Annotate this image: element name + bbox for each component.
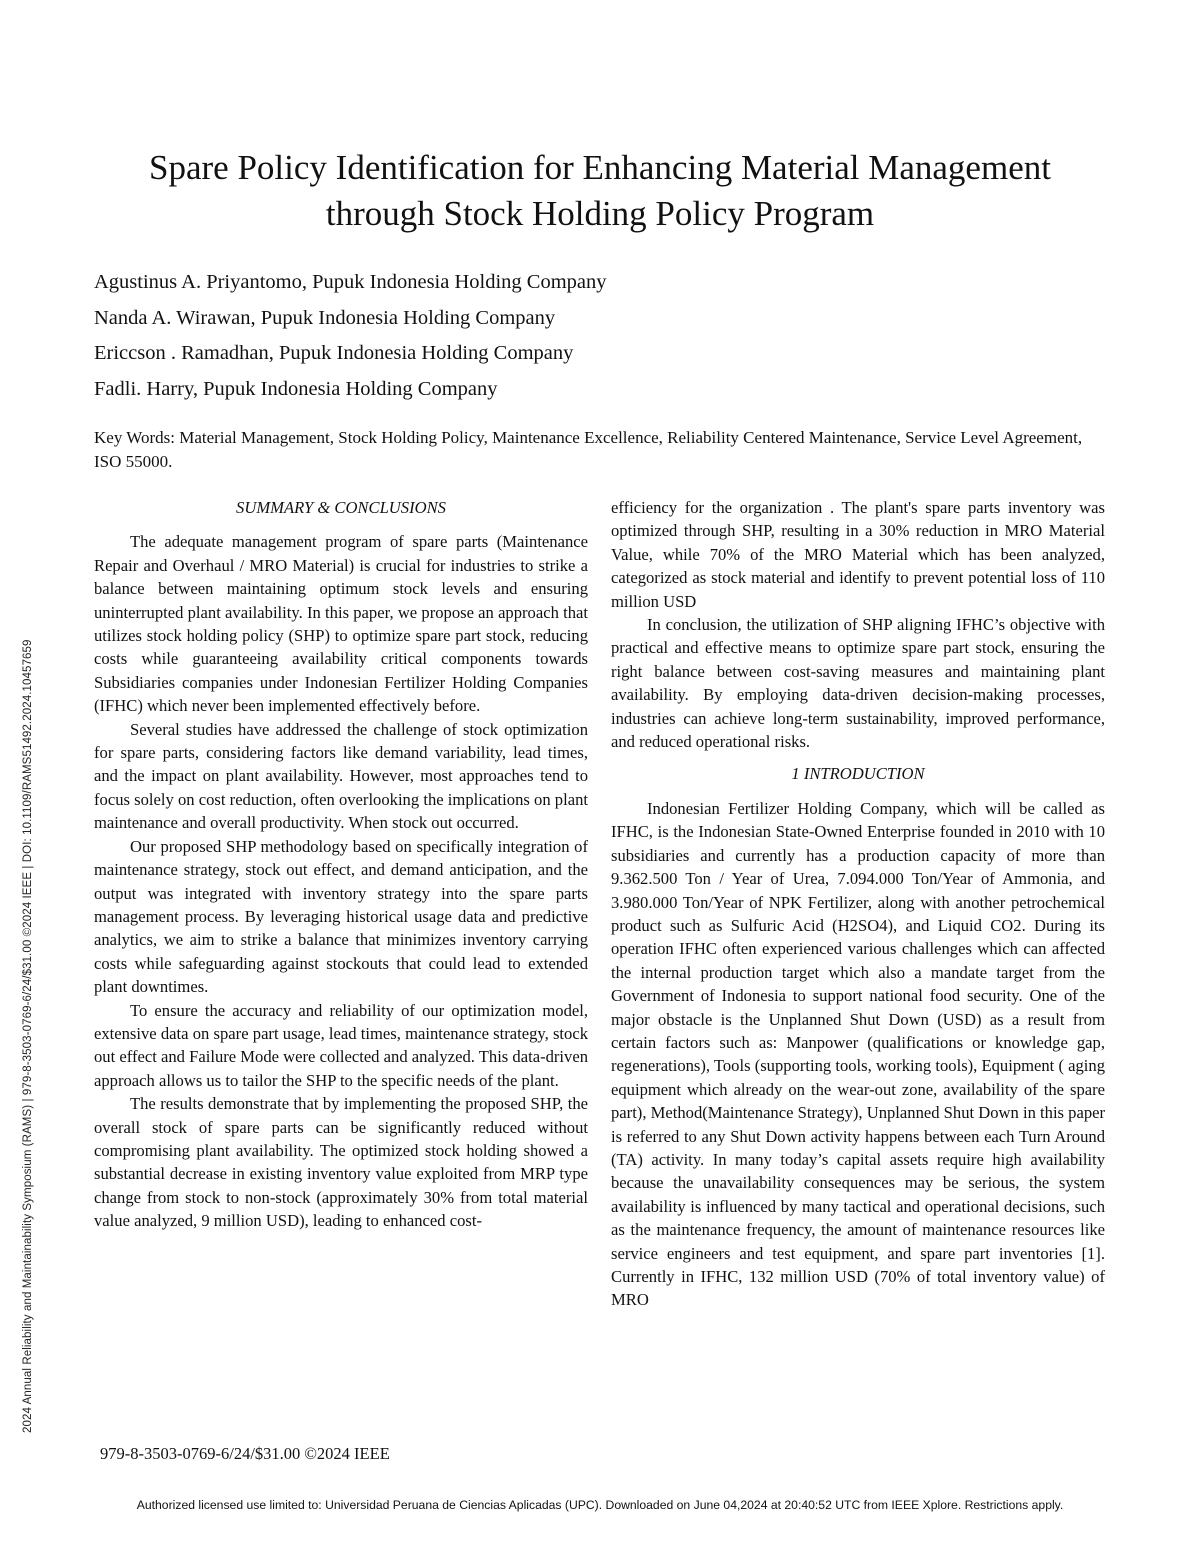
- isbn-footer: 979-8-3503-0769-6/24/$31.00 ©2024 IEEE: [100, 1444, 390, 1463]
- summary-paragraph-5: The results demonstrate that by implementing the proposed SHP, the overall stock of spare parts can be significantly reduced without compromising plant availability. The optimized stock holding showed a substantial decrease in existing inventory value exploited from MRP type change from stock to non-stock (approximately 30% from total material value analyzed, 9 million USD), leading to enhanced cost-: [94, 1094, 588, 1231]
- introduction-heading: 1 INTRODUCTION: [791, 764, 925, 784]
- author-3: Ericcson . Ramadhan, Pupuk Indonesia Holding Company: [94, 342, 574, 364]
- paper-title: [60, 145, 1140, 237]
- summary-continuation: efficiency for the organization . The plant's spare parts inventory was optimized through SHP, resulting in a 30% reduction in MRO Material Value, while 70% of the MRO Material which has been analyzed, categorized as stock material and identify to prevent potential loss of 110 million USD: [611, 498, 1105, 611]
- author-4: Fadli. Harry, Pupuk Indonesia Holding Company: [94, 377, 498, 400]
- author-1: Agustinus A. Priyantomo, Pupuk Indonesia Holding Company: [94, 271, 607, 293]
- author-list: [94, 265, 607, 407]
- summary-paragraph-4: To ensure the accuracy and reliability of our optimization model, extensive data on spare part usage, lead times, maintenance strategy, stock out effect and Failure Mode were collected and analyzed. This data-driven approach allows us to tailor the SHP to the specific needs of the plant.: [94, 1000, 588, 1090]
- summary-paragraph-3: Our proposed SHP methodology based on specifically integration of maintenance strategy, stock out effect, and demand anticipation, and the output was integrated with inventory strategy into the spare parts management process. By leveraging historical usage data and predictive analytics, we aim to strike a balance that minimizes inventory carrying costs while safeguarding against stockouts that could lead to extended plant downtimes.: [94, 836, 588, 997]
- author-2: Nanda A. Wirawan, Pupuk Indonesia Holding Company: [94, 306, 556, 329]
- summary-paragraph-1: The adequate management program of spare parts (Maintenance Repair and Overhaul / MRO Material) is crucial for industries to strike a balance between maintaining optimum stock levels and ensuring uninterrupted plant availability. In this paper, we propose an approach that utilizes stock holding policy (SHP) to optimize spare part stock, reducing costs while guaranteeing availability critical components towards Subsidiaries companies under Indonesian Fertilizer Holding Companies (IFHC) which never been implemented effectively before.: [94, 532, 588, 716]
- conclusion-paragraph: In conclusion, the utilization of SHP aligning IFHC’s objective with practical and effective means to optimize spare part stock, ensuring the right balance between cost-saving measures and maintaining plant availability. By employing data-driven decision-making processes, industries can achieve long-term sustainability, improved performance, and reduced operational risks.: [611, 615, 1105, 752]
- title-line-1: Spare Policy Identification for Enhancing Material Management: [149, 148, 1051, 187]
- summary-heading: SUMMARY & CONCLUSIONS: [236, 498, 446, 517]
- keywords: Key Words: Material Management, Stock Holding Policy, Maintenance Excellence, Reliability Centered Maintenance, Service Level Agreement, ISO 55000.: [94, 428, 1083, 471]
- license-footer: Authorized licensed use limited to: Universidad Peruana de Ciencias Aplicadas (UPC). Downloaded on June 04,2024 at 20:40:52 UTC from IEEE Xplore. Restrictions apply.: [136, 1498, 1064, 1512]
- side-margin-citation: 2024 Annual Reliability and Maintainability Symposium (RAMS) | 979-8-3503-0769-6/24/$31.00 ©2024 IEEE | DOI: 10.1109/RAMS51492.2024.10457659: [22, 639, 34, 1433]
- right-column: [611, 496, 1105, 1312]
- left-column: [94, 496, 588, 1233]
- introduction-paragraph: Indonesian Fertilizer Holding Company, which will be called as IFHC, is the Indonesian State-Owned Enterprise founded in 2010 with 10 subsidiaries and currently has a production capacity of more than 9.362.500 Ton / Year of Urea, 7.094.000 Ton/Year of Ammonia, and 3.980.000 Ton/Year of NPK Fertilizer, along with another petrochemical product such as Sulfuric Acid (H2SO4), and Liquid CO2. During its operation IFHC often experienced various challenges which can affected the internal production target which also a mandate target from the Government of Indonesia to support national food security. One of the major obstacle is the Unplanned Shut Down (USD) as a result from certain factors such as: Manpower (qualifications or knowledge gap, regenerations), Tools (supporting tools, working tools), Equipment ( aging equipment which already on the wear-out zone, availability of the spare part), Method(Maintenance Strategy), Unplanned Shut Down in this paper is referred to any Shut Down activity happens between each Turn Around (TA) activity. In many today’s capital assets require high availability because the unavailability consequences may be serious, the system availability is influenced by many tactical and operational decisions, such as the maintenance frequency, the amount of maintenance resources like service engineers and test equipment, and spare part inventories [1]. Currently in IFHC, 132 million USD (70% of total inventory value) of MRO: [611, 798, 1106, 1310]
- title-line-2: through Stock Holding Policy Program: [325, 194, 875, 233]
- summary-paragraph-2: Several studies have addressed the challenge of stock optimization for spare parts, considering factors like demand variability, lead times, and the impact on plant availability. However, most approaches tend to focus solely on cost reduction, often overlooking the implications on plant maintenance and overall productivity. When stock out occurred.: [94, 719, 588, 833]
